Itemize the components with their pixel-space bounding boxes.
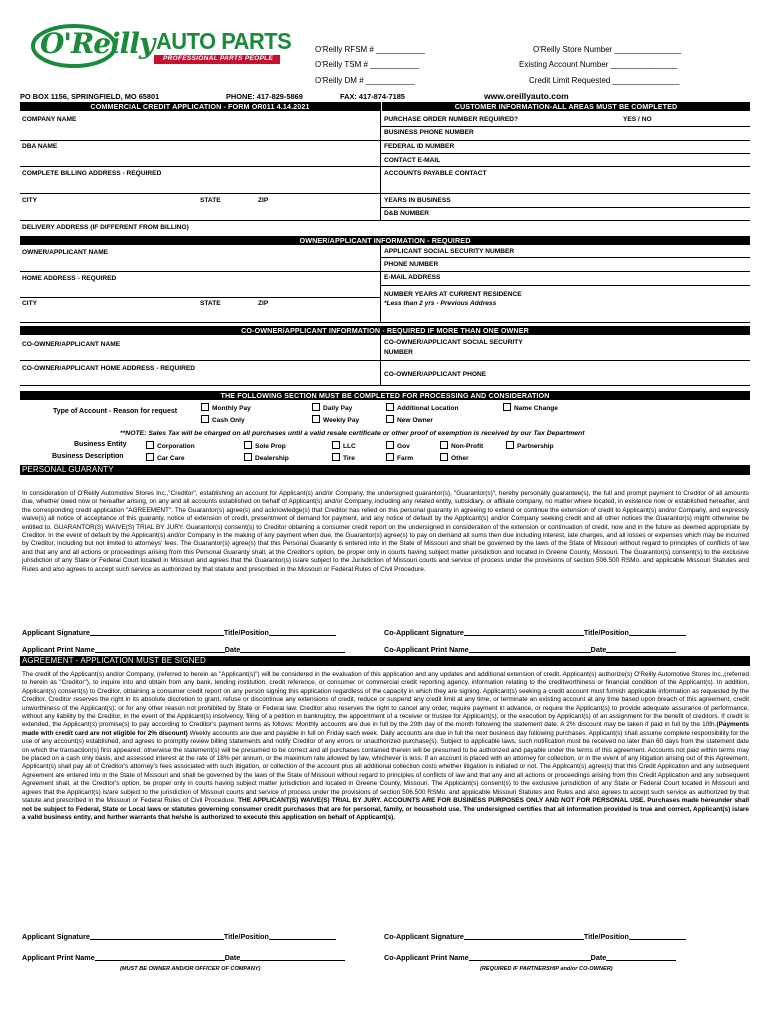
sole-prop-option[interactable]: Sole Prop	[244, 441, 286, 451]
owner-name-label: OWNER/APPLICANT NAME	[22, 249, 109, 256]
po-required-label: PURCHASE ORDER NUMBER REQUIRED?	[384, 116, 519, 123]
processing-title-bar: THE FOLLOWING SECTION MUST BE COMPLETED FOR PROCESSING AND CONSIDERATION	[20, 391, 750, 400]
years-note: *Less than 2 yrs - Previous Address	[384, 300, 497, 307]
dba-name-label: DBA NAME	[22, 143, 58, 150]
corporation-option[interactable]: Corporation	[146, 441, 195, 451]
monthly-pay-checkbox[interactable]	[201, 403, 209, 411]
partnership-checkbox[interactable]	[506, 441, 514, 449]
car-care-checkbox[interactable]	[146, 453, 154, 461]
tire-option[interactable]: Tire	[332, 453, 355, 463]
gov-option[interactable]: Gov	[386, 441, 410, 451]
tsm-field[interactable]: O'Reilly TSM # ___________	[315, 60, 420, 69]
owner-state-label: STATE	[200, 300, 221, 307]
guaranty-co-applicant-signature[interactable]: Co-Applicant Signature Title/Position	[384, 628, 686, 637]
commercial-title-bar: COMMERCIAL CREDIT APPLICATION - FORM OR011 4.14.2021	[20, 102, 380, 111]
additional-location-option[interactable]: Additional Location	[386, 403, 459, 413]
agreement-applicant-print[interactable]: Applicant Print Name Date	[22, 953, 345, 962]
co-home-label: CO-OWNER/APPLICANT HOME ADDRESS - REQUIRED	[22, 365, 196, 372]
dealership-option[interactable]: Dealership	[244, 453, 289, 463]
partnership-note: (REQUIRED IF PARTNERSHIP and/or CO-OWNER)	[480, 966, 613, 972]
dm-field[interactable]: O'Reilly DM # ___________	[315, 76, 415, 85]
farm-option[interactable]: Farm	[386, 453, 413, 463]
owner-note: (MUST BE OWNER AND/OR OFFICER OF COMPANY)	[120, 966, 261, 972]
business-entity-label: Business Entity	[74, 441, 127, 448]
owner-ssn-label: APPLICANT SOCIAL SECURITY NUMBER	[384, 248, 515, 255]
years-current-label: NUMBER YEARS AT CURRENT RESIDENCE	[384, 291, 522, 298]
owner-phone-label: PHONE NUMBER	[384, 261, 439, 268]
owner-zip-label: ZIP	[258, 300, 269, 307]
coowner-title-bar: CO-OWNER/APPLICANT INFORMATION - REQUIRED IF MORE THAN ONE OWNER	[20, 326, 750, 335]
co-phone-label: CO-OWNER/APPLICANT PHONE	[384, 371, 487, 378]
home-address-label: HOME ADDRESS - REQUIRED	[22, 275, 117, 282]
co-name-label: CO-OWNER/APPLICANT NAME	[22, 341, 121, 348]
agreement-co-applicant-print[interactable]: Co-Applicant Print Name Date	[384, 953, 676, 962]
guaranty-co-applicant-print[interactable]: Co-Applicant Print Name Date	[384, 645, 676, 654]
name-change-checkbox[interactable]	[503, 403, 511, 411]
cash-only-option[interactable]: Cash Only	[201, 415, 245, 425]
zip-label: ZIP	[258, 197, 269, 204]
corporation-checkbox[interactable]	[146, 441, 154, 449]
business-phone-label: BUSINESS PHONE NUMBER	[384, 129, 474, 136]
tax-note: **NOTE: Sales Tax will be charged on all purchases until a valid resale certificate or other proof of exemption is received by our Tax Department	[120, 430, 585, 437]
company-name-label: COMPANY NAME	[22, 116, 77, 123]
cash-only-checkbox[interactable]	[201, 415, 209, 423]
co-ssn-label-2: NUMBER	[384, 349, 413, 356]
non-profit-checkbox[interactable]	[440, 441, 448, 449]
type-of-account-label: Type of Account - Reason for request	[53, 408, 178, 415]
name-change-option[interactable]: Name Change	[503, 403, 558, 413]
owner-email-label: E-MAIL ADDRESS	[384, 274, 441, 281]
gov-checkbox[interactable]	[386, 441, 394, 449]
additional-location-checkbox[interactable]	[386, 403, 394, 411]
agreement-text: The credit of the Applicant(s) and/or Company, (referred to herein as "Applicant(s)") will be considered in the evaluation of this application and any updates and additional extension of credit. Applicant(s) authorize(s) O'Reilly Automotive Stores Inc.,(referred to herein as "Creditor"), to inquire into and obtain from any bank, lending institution, credit reference, or consumer or commercial credit reporting agency, information relating to the creditworthiness or financial condition of the Applicant(s). In addition, Applicant(s) consent(s) to Creditor, obtaining a consumer credit report on any person signing this application regardless of the capacity in which they are signing. Applicant(s) seeking a credit account must furnish applicable information as requested by the Creditor. Creditor reserves the right in its absolute discretion to grant, refuse or discontinue any extensions of credit, reduce or suspend any credit limit at any time, or terminate an existing account at any time based upon breach of this agreement, credit unworthiness of the Applicant(s); or for any other reason not prohibited by State or Federal law. Creditor also reserves the right to cancel any order, require payment in advance, or require the Applicant(s) to provide adequate assurance of performance, without any liability by the Creditor, in the event of the Applicant(s) insolvency, filing of a petition in bankruptcy, the appointment of a receiver or trustee for Applicant(s), or the execution by Applicant(s) of an assignment for the benefit of creditors. If credit is extended, the Applicant(s) promise(s) to pay according to Creditor's payment terms as follows: Monthly accounts are due in full by the 20th day of the month following the statement date. A 2% discount may be taken if paid in full by the 10th.(Payments made with credit card are not eligible for 2% discount) Weekly accounts are due and payable in full on Friday each week. Daily accounts are due in full the next business day following purchases. Applicant(s) shall assume complete responsibility for the use of any account(s) established, and agrees to promptly review billing statements and notify Creditor of any errors or unauthorized purchase(s). Subject to applicable laws, such notification must be received no later than 60 days from the statement date on which the transaction(s) first appeared; otherwise the statement(s) will be presumed to be correct and all purchases contained therein will be presumed to be authorized and payable under the terms of this agreement. Accounts not paid within terms may be placed on a cash only basis, and assessed interest at the rate of 18% per annum, or the maximum rate allowed by law, whichever is less. If an account is placed with an attorney for collection, or in the event of any litigation arising out of this Agreement, Applicant(s) shall pay all of Creditor's attorney's fees associated with such litigation, or collection of the account plus all additional collection costs whether litigation is initiated or not. The Applicant(s) agree(s) that this Credit Application and any subsequent Agreement are entered into in the State of Missouri and shall be governed by the laws of the State of Missouri without regard to principles of conflicts of law and that any and all actions or proceedings arising from this Credit Application and any subsequent Agreement shall, at the Creditor's option, be proper only in courts having subject matter jurisdiction and located in Greene County, Missouri. The Applicant(s) consent(s) to the exclusive jurisdiction of any State or Federal Court located in Missouri and agrees that the Applicant(s) is/are subject to the jurisdiction of Missouri courts and service of process under the provisions of section 506.500 RSMo. and applicable Missouri Statutes and Rules and also agrees to accept such service as authorized by that statute and prescribed in the Missouri or Federal Rules of Civil Procedure. THE APPLICANT(S) WAIVE(S) TRIAL BY JURY. ACCOUNTS ARE FOR BUSINESS PURPOSES ONLY AND NOT FOR PERSONAL USE. Purchases made hereunder shall not be subject to Federal, State or Local laws or statutes governing consumer credit purchases that are for personal, family, or household use. The undersigned certifies that all information provided is true and correct, Applicant(s) is/are a valid business entity, and further warrants that he/she is authorized to execute this application on behalf of Applicant(s).	[22, 671, 749, 821]
agreement-title-bar: AGREEMENT - APPLICATION MUST BE SIGNED	[20, 656, 750, 666]
federal-id-label: FEDERAL ID NUMBER	[384, 143, 455, 150]
llc-checkbox[interactable]	[332, 441, 340, 449]
fax: FAX: 417-874-7185	[340, 92, 405, 101]
non-profit-option[interactable]: Non-Profit	[440, 441, 483, 451]
guaranty-text: In consideration of O'Reilly Automotive Stores Inc.,"Creditor", establishing an account for Applicant(s) and/or Company, the undersigned guarantor(s), "Guarantor(s)", hereby personally guarantee(s), the full and prompt payment to Creditor of all amounts due, whether owed now or hereafter arising, on any and all accounts established on behalf of Applicant(s) and/or Company, including any related entity, subsidiary, or affiliate company, no matter where located, in existence now or established hereafter, and the corresponding credit application "AGREEMENT". The Guarantor(s) agree(s) and acknowledge(s) that Creditor has relied on this personal guaranty in agreeing to extend or continue the extension of credit to Applicant(s) and/or Company, and expressly waive(s) all notice of acceptance of this guaranty, notice of extension of credit, presentment of demand for payment, and any notice of default by the Applicant(s) and/or Company seeking credit and all other notices the Guarantor(s) might otherwise be entitled to. GUARANTOR(S) WAIVE(S) TRIAL BY JURY. Guarantor(s) consent(s) to Creditor obtaining a consumer credit report on the undersigned in consideration of the extension or continuation of credit, now and in the future as deemed appropriate by Creditor. In the event of default by the Applicant(s) and/or Company in the making of any payment when due, the Guarantor(s) agree(s) to pay on demand all sums then due including interest, late charges, and all losses or expenses which may be incurred by Creditor, including but not limited to attorneys' fees. The Guarantor(s) agree(s) that this Personal Guaranty is entered into in the State of Missouri and shall be governed by the laws of the State of Missouri without regard to principles of conflicts of law and that any and all actions or proceedings arising from this Personal Guaranty shall, at the Creditor's option, be proper only in courts having subject matter jurisdiction and located in Greene County, Missouri. The Guarantor(s) consent(s) to the exclusive jurisdiction of any State or Federal Court located in Missouri and agrees that the Guarantor(s) is/are subject to the Jurisdiction of Missouri courts and service of process under the provisions of section 506.500 RSMo. and applicable Missouri Statutes and Rules and also agrees to accept such service as authorized by that statute and prescribed in the Missouri or Federal Rules of Civil Procedure.	[22, 490, 749, 573]
agreement-applicant-signature[interactable]: Applicant Signature Title/Position	[22, 932, 336, 941]
daily-pay-option[interactable]: Daily Pay	[312, 403, 352, 413]
agreement-co-applicant-signature[interactable]: Co-Applicant Signature Title/Position	[384, 932, 686, 941]
rfsm-field[interactable]: O'Reilly RFSM # ___________	[315, 45, 426, 54]
dnb-label: D&B NUMBER	[384, 210, 430, 217]
monthly-pay-option[interactable]: Monthly Pay	[201, 403, 251, 413]
state-label: STATE	[200, 197, 221, 204]
owner-title-bar: OWNER/APPLICANT INFORMATION - REQUIRED	[20, 236, 750, 245]
logo-suffix: AUTO PARTS	[156, 28, 292, 54]
weekly-pay-option[interactable]: Weekly Pay	[312, 415, 359, 425]
delivery-address-label: DELIVERY ADDRESS (IF DIFFERENT FROM BILLING)	[22, 224, 189, 231]
po-box: PO BOX 1156, SPRINGFIELD, MO 65801	[20, 92, 160, 101]
logo-text: O'Reilly	[40, 27, 155, 60]
customer-info-bar: CUSTOMER INFORMATION-ALL AREAS MUST BE COMPLETED	[382, 102, 750, 111]
tire-checkbox[interactable]	[332, 453, 340, 461]
yes-no[interactable]: YES / NO	[623, 116, 652, 123]
daily-pay-checkbox[interactable]	[312, 403, 320, 411]
phone: PHONE: 417-829-5869	[226, 92, 303, 101]
other-checkbox[interactable]	[440, 453, 448, 461]
weekly-pay-checkbox[interactable]	[312, 415, 320, 423]
llc-option[interactable]: LLC	[332, 441, 356, 451]
sole-prop-checkbox[interactable]	[244, 441, 252, 449]
other-option[interactable]: Other	[440, 453, 469, 463]
business-description-label: Business Description	[52, 453, 124, 460]
farm-checkbox[interactable]	[386, 453, 394, 461]
store-number-field[interactable]: O'Reilly Store Number _______________	[533, 45, 682, 54]
website: www.oreillyauto.com	[484, 91, 569, 101]
billing-address-label: COMPLETE BILLING ADDRESS - REQUIRED	[22, 170, 162, 177]
new-owner-option[interactable]: New Owner	[386, 415, 433, 425]
contact-email-label: CONTACT E-MAIL	[384, 157, 441, 164]
existing-account-field[interactable]: Existing Account Number _______________	[519, 60, 678, 69]
credit-limit-field[interactable]: Credit Limit Requested _______________	[529, 76, 680, 85]
guaranty-applicant-print[interactable]: Applicant Print Name Date	[22, 645, 345, 654]
co-ssn-label-1: CO-OWNER/APPLICANT SOCIAL SECURITY	[384, 339, 523, 346]
car-care-option[interactable]: Car Care	[146, 453, 185, 463]
years-in-business-label: YEARS IN BUSINESS	[384, 197, 451, 204]
city-label: CITY	[22, 197, 38, 204]
guaranty-applicant-signature[interactable]: Applicant Signature Title/Position	[22, 628, 336, 637]
partnership-option[interactable]: Partnership	[506, 441, 554, 451]
logo-tagline: PROFESSIONAL PARTS PEOPLE	[163, 55, 274, 62]
guaranty-title-bar: PERSONAL GUARANTY	[20, 465, 750, 475]
dealership-checkbox[interactable]	[244, 453, 252, 461]
ap-contact-label: ACCOUNTS PAYABLE CONTACT	[384, 170, 487, 177]
oreilly-logo	[30, 24, 292, 68]
owner-city-label: CITY	[22, 300, 38, 307]
new-owner-checkbox[interactable]	[386, 415, 394, 423]
